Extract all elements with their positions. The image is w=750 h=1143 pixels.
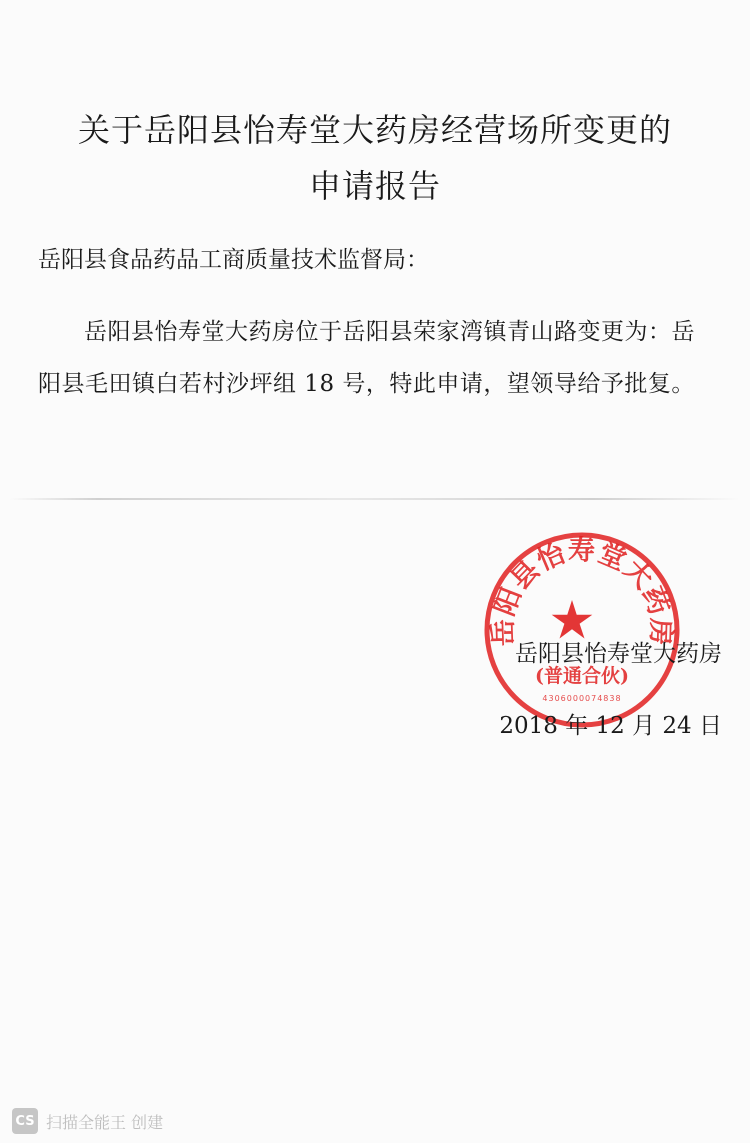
scanner-watermark	[12, 1106, 163, 1136]
signer-name: 岳阳县怡寿堂大药房	[515, 641, 722, 667]
title-line-2: 申请报告	[308, 167, 441, 205]
camscanner-logo-icon: CS	[12, 1108, 38, 1134]
document-title	[0, 102, 750, 214]
company-seal	[482, 530, 682, 730]
addressee: 岳阳县食品药品工商质量技术监督局：	[38, 247, 429, 273]
title-line-1: 关于岳阳县怡寿堂大药房经营场所变更的	[77, 111, 672, 149]
fold-line	[10, 498, 740, 500]
seal-arc-text: 岳阳县怡寿堂大药房	[487, 535, 677, 647]
seal-star-icon	[552, 600, 593, 639]
signature-date: 2018 年 12 月 24 日	[499, 713, 722, 739]
body-paragraph: 岳阳县怡寿堂大药房位于岳阳县荣家湾镇青山路变更为：岳阳县毛田镇白若村沙坪组 18 号，特此申请，望领导给予批复。	[38, 319, 695, 397]
seal-center-text: (普通合伙)	[535, 665, 629, 687]
watermark-text: 扫描全能王 创建	[46, 1112, 164, 1132]
seal-serial-number: 4306000074838	[542, 694, 622, 703]
